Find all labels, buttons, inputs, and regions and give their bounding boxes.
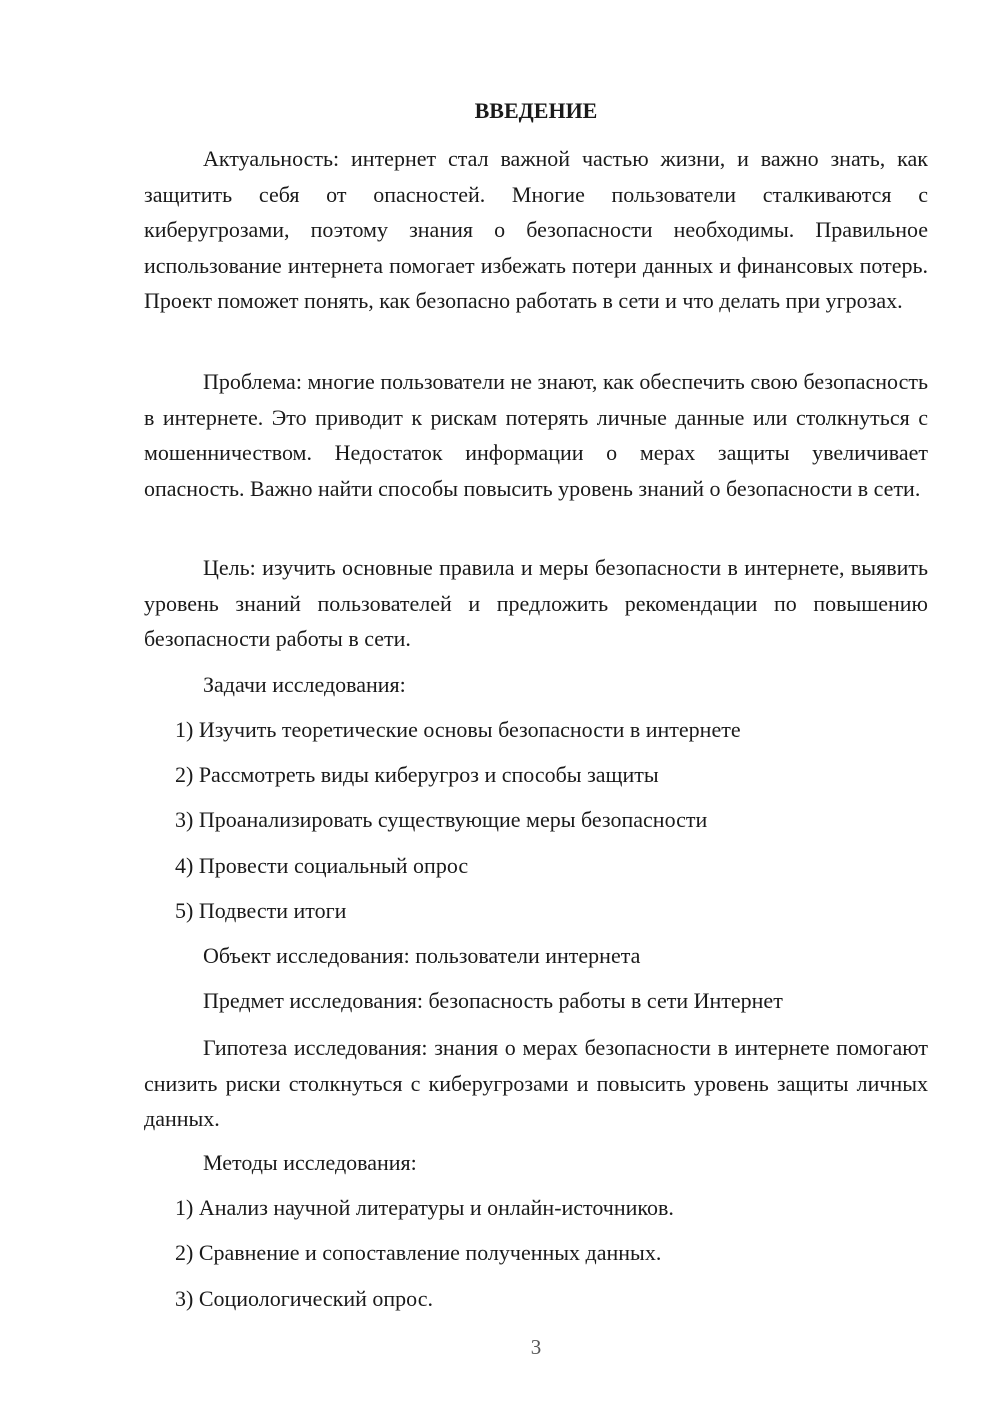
method-item: 1) Анализ научной литературы и онлайн-источников. [175,1195,674,1220]
page-number: 3 [530,1335,542,1359]
relevance-paragraph: Актуальность: интернет стал важной частью жизни, и важно знать, как защитить себя от опасностей. Многие пользователи сталкиваются с киберугрозами, поэтому знания о безопасности необходимы. Правильное использование интернета помогает избежать потери данных и финансовых потерь. Проект поможет понять, как безопасно работать в сети и что делать при угрозах. [144,146,928,313]
goal-paragraph: Цель: изучить основные правила и меры безопасности в интернете, выявить уровень знаний пользователей и предложить рекомендации по повышению безопасности работы в сети. [144,555,928,651]
tasks-heading: Задачи исследования: [203,672,406,697]
research-object: Объект исследования: пользователи интернета [203,943,641,968]
problem-paragraph: Проблема: многие пользователи не знают, как обеспечить свою безопасность в интернете. Это приводит к рискам потерять личные данные или столкнуться с мошенничеством. Недостаток информации о мерах защиты увеличивает опасность. Важно найти способы повысить уровень знаний о безопасности в сети. [144,369,928,501]
method-item: 3) Социологический опрос. [175,1286,433,1311]
page-title: ВВЕДЕНИЕ [474,98,598,123]
methods-heading: Методы исследования: [203,1150,417,1175]
task-item: 2) Рассмотреть виды киберугроз и способы защиты [175,762,659,787]
hypothesis-paragraph: Гипотеза исследования: знания о мерах безопасности в интернете помогают снизить риски столкнуться с киберугрозами и повысить уровень защиты личных данных. [144,1035,928,1131]
task-item: 3) Проанализировать существующие меры безопасности [175,807,708,832]
method-item: 2) Сравнение и сопоставление полученных данных. [175,1240,662,1265]
task-item: 1) Изучить теоретические основы безопасности в интернете [175,717,741,742]
task-item: 4) Провести социальный опрос [175,853,469,878]
research-subject: Предмет исследования: безопасность работы в сети Интернет [203,988,783,1013]
task-item: 5) Подвести итоги [175,898,347,923]
